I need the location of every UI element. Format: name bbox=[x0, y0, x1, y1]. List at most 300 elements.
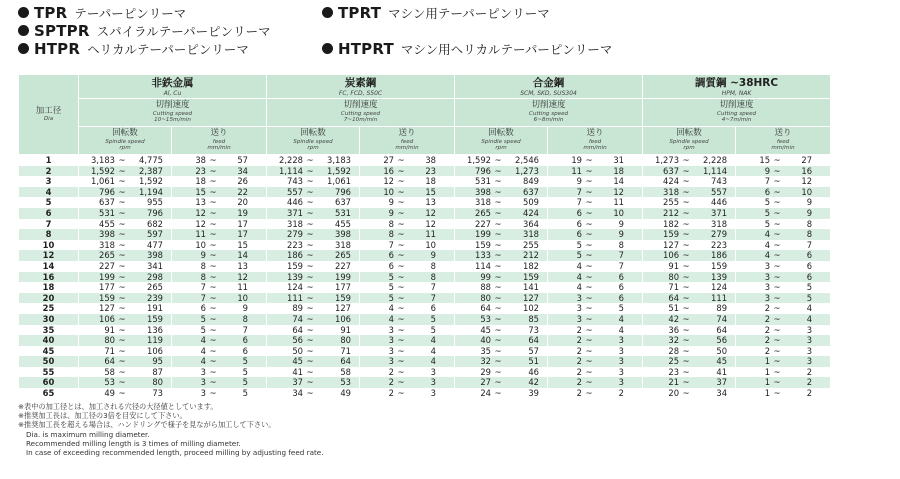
feed-max: 20 bbox=[237, 197, 248, 208]
feed-cell bbox=[736, 176, 831, 187]
spindle-min: 557 bbox=[287, 186, 303, 197]
legend-code: SPTPR bbox=[34, 22, 90, 40]
range-tilde: ~ bbox=[682, 388, 690, 399]
feed-cell bbox=[736, 367, 831, 378]
spindle-max: 50 bbox=[716, 345, 728, 356]
feed-min: 2 bbox=[576, 377, 583, 388]
feed-header: 送り feed mm/min bbox=[172, 127, 267, 155]
spindle-max: 57 bbox=[528, 345, 540, 356]
feed-min: 1 bbox=[764, 366, 771, 377]
table-row bbox=[19, 261, 831, 272]
range-tilde: ~ bbox=[585, 377, 593, 388]
bullet-icon bbox=[18, 7, 29, 18]
spindle-min: 398 bbox=[475, 186, 492, 197]
feed-cell bbox=[736, 325, 831, 336]
feed-min: 11 bbox=[195, 229, 206, 240]
feed-min: 4 bbox=[576, 271, 583, 282]
feed-min: 1 bbox=[764, 356, 771, 367]
feed-min: 4 bbox=[200, 356, 206, 367]
spindle-speed-cell bbox=[79, 261, 172, 272]
feed-min: 8 bbox=[200, 260, 206, 271]
dia-cell: 40 bbox=[19, 335, 79, 346]
range-tilde: ~ bbox=[773, 155, 781, 165]
range-tilde: ~ bbox=[773, 250, 781, 261]
spindle-speed-cell bbox=[455, 187, 548, 198]
range-tilde: ~ bbox=[306, 229, 314, 240]
feed-max: 7 bbox=[242, 324, 248, 335]
feed-max: 6 bbox=[806, 250, 813, 261]
dia-cell: 50 bbox=[19, 356, 79, 367]
range-tilde: ~ bbox=[397, 282, 405, 293]
range-tilde: ~ bbox=[494, 377, 502, 388]
range-tilde: ~ bbox=[773, 324, 781, 335]
feed-cell bbox=[172, 208, 267, 219]
spindle-speed-cell bbox=[267, 303, 360, 314]
feed-min: 5 bbox=[764, 218, 771, 229]
spindle-max: 531 bbox=[335, 207, 351, 218]
spindle-min: 24 bbox=[480, 388, 492, 399]
range-tilde: ~ bbox=[494, 271, 502, 282]
feed-min: 3 bbox=[576, 292, 583, 303]
spindle-min: 45 bbox=[292, 356, 303, 367]
feed-min: 5 bbox=[200, 313, 206, 324]
feed-min: 2 bbox=[576, 366, 583, 377]
feed-max: 15 bbox=[237, 239, 248, 250]
range-tilde: ~ bbox=[209, 197, 217, 208]
feed-cell bbox=[548, 367, 643, 378]
table-row bbox=[19, 208, 831, 219]
spindle-max: 80 bbox=[152, 377, 163, 388]
range-tilde: ~ bbox=[306, 165, 314, 176]
feed-cell bbox=[736, 293, 831, 304]
feed-max: 8 bbox=[430, 271, 436, 282]
spindle-speed-cell bbox=[643, 197, 736, 208]
range-tilde: ~ bbox=[585, 176, 593, 187]
range-tilde: ~ bbox=[209, 229, 217, 240]
spindle-min: 1,592 bbox=[91, 165, 115, 176]
feed-cell bbox=[548, 388, 643, 399]
range-tilde: ~ bbox=[397, 377, 405, 388]
spindle-max: 318 bbox=[711, 218, 728, 229]
spindle-min: 318 bbox=[99, 239, 115, 250]
range-tilde: ~ bbox=[118, 356, 126, 367]
spindle-max: 364 bbox=[523, 218, 540, 229]
feed-max: 3 bbox=[806, 335, 813, 346]
dia-cell: 60 bbox=[19, 377, 79, 388]
table-row bbox=[19, 325, 831, 336]
material-sub: HPM, NAK bbox=[721, 89, 752, 97]
feed-max: 9 bbox=[618, 218, 625, 229]
spindle-max: 743 bbox=[711, 176, 728, 187]
feed-min: 2 bbox=[388, 388, 394, 399]
spindle-max: 849 bbox=[523, 176, 540, 187]
dia-cell: 10 bbox=[19, 240, 79, 251]
spindle-max: 191 bbox=[147, 303, 163, 314]
feed-max: 12 bbox=[801, 176, 813, 187]
range-tilde: ~ bbox=[118, 218, 126, 229]
spindle-max: 51 bbox=[528, 356, 540, 367]
spindle-speed-cell bbox=[79, 377, 172, 388]
feed-cell bbox=[548, 377, 643, 388]
spindle-max: 597 bbox=[147, 229, 163, 240]
spindle-speed-cell bbox=[267, 219, 360, 230]
feed-max: 4 bbox=[618, 324, 625, 335]
spindle-speed-cell bbox=[455, 303, 548, 314]
spindle-min: 91 bbox=[104, 324, 115, 335]
feed-max: 14 bbox=[237, 250, 248, 261]
range-tilde: ~ bbox=[773, 197, 781, 208]
feed-max: 5 bbox=[618, 303, 625, 314]
legend-code: TPRT bbox=[338, 4, 382, 22]
feed-cell bbox=[360, 250, 455, 261]
feed-min: 6 bbox=[576, 207, 583, 218]
spindle-min: 32 bbox=[480, 356, 492, 367]
material-header-alloy-steel bbox=[455, 75, 643, 99]
feed-cell bbox=[548, 187, 643, 198]
feed-min: 4 bbox=[576, 282, 583, 293]
spindle-min: 279 bbox=[287, 229, 303, 240]
range-tilde: ~ bbox=[397, 155, 405, 165]
feed-max: 6 bbox=[618, 292, 625, 303]
spindle-min: 265 bbox=[475, 207, 492, 218]
legend-desc: マシン用テーパーピンリーマ bbox=[388, 6, 550, 21]
spindle-speed-cell bbox=[79, 367, 172, 378]
range-tilde: ~ bbox=[118, 260, 126, 271]
spindle-max: 199 bbox=[335, 271, 351, 282]
feed-cell bbox=[360, 388, 455, 399]
spindle-speed-cell bbox=[643, 219, 736, 230]
feed-max: 9 bbox=[806, 197, 813, 208]
legend-code: TPR bbox=[34, 4, 68, 22]
spindle-speed-cell bbox=[79, 282, 172, 293]
feed-max: 9 bbox=[618, 229, 625, 240]
spindle-speed-cell bbox=[79, 208, 172, 219]
feed-cell bbox=[360, 303, 455, 314]
feed-cell bbox=[548, 282, 643, 293]
range-tilde: ~ bbox=[397, 303, 405, 314]
spindle-speed-cell bbox=[455, 229, 548, 240]
range-tilde: ~ bbox=[397, 335, 405, 346]
feed-cell bbox=[548, 356, 643, 367]
range-tilde: ~ bbox=[118, 239, 126, 250]
range-tilde: ~ bbox=[494, 155, 502, 165]
feed-min: 10 bbox=[195, 239, 206, 250]
feed-max: 3 bbox=[806, 324, 813, 335]
feed-max: 5 bbox=[242, 388, 248, 399]
range-tilde: ~ bbox=[494, 345, 502, 356]
feed-max: 12 bbox=[425, 207, 436, 218]
range-tilde: ~ bbox=[306, 335, 314, 346]
spindle-max: 2,228 bbox=[703, 155, 728, 165]
feed-max: 10 bbox=[237, 292, 248, 303]
feed-cell bbox=[736, 314, 831, 325]
cutting-speed-header: 切削速度 Cutting speed 4~7m/min bbox=[643, 99, 831, 127]
range-tilde: ~ bbox=[585, 229, 593, 240]
table-row bbox=[19, 197, 831, 208]
spindle-max: 127 bbox=[523, 292, 540, 303]
table-row bbox=[19, 155, 831, 166]
range-tilde: ~ bbox=[682, 165, 690, 176]
table-row bbox=[19, 367, 831, 378]
spindle-min: 64 bbox=[480, 303, 492, 314]
spindle-min: 99 bbox=[480, 271, 492, 282]
feed-max: 5 bbox=[242, 356, 248, 367]
range-tilde: ~ bbox=[494, 260, 502, 271]
spindle-min: 133 bbox=[475, 250, 492, 261]
spindle-min: 50 bbox=[292, 345, 303, 356]
spindle-max: 42 bbox=[528, 377, 540, 388]
feed-min: 9 bbox=[388, 207, 394, 218]
feed-max: 9 bbox=[430, 250, 436, 261]
range-tilde: ~ bbox=[585, 282, 593, 293]
spindle-speed-cell bbox=[455, 282, 548, 293]
spindle-max: 446 bbox=[711, 197, 728, 208]
spindle-min: 74 bbox=[292, 313, 303, 324]
feed-min: 2 bbox=[576, 345, 583, 356]
spindle-min: 743 bbox=[287, 176, 303, 187]
spindle-min: 28 bbox=[668, 345, 680, 356]
range-tilde: ~ bbox=[397, 292, 405, 303]
spindle-min: 212 bbox=[663, 207, 680, 218]
table-row bbox=[19, 229, 831, 240]
table-row bbox=[19, 335, 831, 346]
range-tilde: ~ bbox=[118, 186, 126, 197]
spindle-max: 239 bbox=[147, 292, 163, 303]
dia-header-jp: 加工径 bbox=[35, 106, 62, 117]
feed-min: 2 bbox=[764, 324, 771, 335]
feed-max: 14 bbox=[613, 176, 625, 187]
spindle-min: 21 bbox=[668, 377, 680, 388]
range-tilde: ~ bbox=[585, 250, 593, 261]
spindle-max: 80 bbox=[340, 335, 351, 346]
feed-min: 12 bbox=[195, 207, 206, 218]
range-tilde: ~ bbox=[773, 303, 781, 314]
feed-cell bbox=[736, 346, 831, 357]
cutting-speed-header: 切削速度 Cutting speed 6~8m/min bbox=[455, 99, 643, 127]
feed-cell bbox=[548, 325, 643, 336]
range-tilde: ~ bbox=[118, 345, 126, 356]
spindle-min: 89 bbox=[292, 303, 303, 314]
feed-cell bbox=[172, 303, 267, 314]
feed-cell bbox=[172, 346, 267, 357]
legend-item-tprt bbox=[322, 4, 550, 22]
dia-cell: 2 bbox=[19, 166, 79, 177]
feed-min: 2 bbox=[388, 377, 394, 388]
spindle-max: 177 bbox=[335, 282, 351, 293]
feed-min: 5 bbox=[576, 250, 583, 261]
spindle-min: 318 bbox=[287, 218, 303, 229]
spindle-speed-cell bbox=[267, 187, 360, 198]
spindle-speed-cell bbox=[455, 346, 548, 357]
feed-min: 2 bbox=[388, 366, 394, 377]
range-tilde: ~ bbox=[585, 155, 593, 165]
spindle-speed-cell bbox=[643, 176, 736, 187]
legend-code: HTPR bbox=[34, 40, 81, 58]
range-tilde: ~ bbox=[773, 186, 781, 197]
feed-header: 送り feed mm/min bbox=[736, 127, 831, 155]
feed-cell bbox=[172, 314, 267, 325]
feed-min: 3 bbox=[388, 324, 394, 335]
feed-cell bbox=[360, 155, 455, 166]
feed-max: 11 bbox=[613, 197, 625, 208]
feed-min: 23 bbox=[195, 165, 206, 176]
range-tilde: ~ bbox=[306, 260, 314, 271]
table-row bbox=[19, 314, 831, 325]
feed-max: 6 bbox=[618, 282, 625, 293]
spindle-max: 371 bbox=[711, 207, 728, 218]
spindle-max: 455 bbox=[335, 218, 351, 229]
range-tilde: ~ bbox=[306, 282, 314, 293]
range-tilde: ~ bbox=[494, 239, 502, 250]
feed-max: 2 bbox=[618, 388, 625, 399]
spindle-speed-cell bbox=[267, 388, 360, 399]
feed-max: 22 bbox=[237, 186, 248, 197]
range-tilde: ~ bbox=[682, 292, 690, 303]
feed-max: 6 bbox=[806, 260, 813, 271]
range-tilde: ~ bbox=[682, 335, 690, 346]
spindle-min: 42 bbox=[668, 313, 680, 324]
feed-max: 4 bbox=[430, 345, 436, 356]
range-tilde: ~ bbox=[306, 303, 314, 314]
spindle-speed-cell bbox=[643, 229, 736, 240]
range-tilde: ~ bbox=[306, 218, 314, 229]
spindle-speed-cell bbox=[455, 240, 548, 251]
spindle-min: 80 bbox=[480, 292, 492, 303]
feed-cell bbox=[360, 272, 455, 283]
range-tilde: ~ bbox=[494, 250, 502, 261]
range-tilde: ~ bbox=[682, 207, 690, 218]
spindle-min: 3,183 bbox=[91, 155, 115, 165]
spindle-max: 1,592 bbox=[327, 165, 351, 176]
spindle-min: 51 bbox=[668, 303, 680, 314]
feed-min: 9 bbox=[200, 250, 206, 261]
feed-cell bbox=[736, 335, 831, 346]
feed-max: 3 bbox=[430, 388, 436, 399]
range-tilde: ~ bbox=[118, 165, 126, 176]
spindle-speed-cell bbox=[455, 166, 548, 177]
table-row bbox=[19, 166, 831, 177]
table-row bbox=[19, 388, 831, 399]
spindle-max: 637 bbox=[523, 186, 540, 197]
spindle-min: 446 bbox=[287, 197, 303, 208]
feed-min: 7 bbox=[764, 176, 771, 187]
spindle-speed-cell bbox=[643, 261, 736, 272]
feed-cell bbox=[736, 356, 831, 367]
feed-cell bbox=[548, 293, 643, 304]
feed-cell bbox=[172, 261, 267, 272]
dia-header bbox=[19, 75, 79, 155]
feed-min: 3 bbox=[764, 271, 771, 282]
bullet-icon bbox=[322, 43, 333, 54]
range-tilde: ~ bbox=[773, 377, 781, 388]
spindle-min: 139 bbox=[287, 271, 303, 282]
spindle-speed-cell bbox=[643, 250, 736, 261]
feed-cell bbox=[172, 293, 267, 304]
feed-cell bbox=[548, 272, 643, 283]
feed-cell bbox=[172, 197, 267, 208]
feed-cell bbox=[360, 335, 455, 346]
material-sub: SCM, SKD, SUS304 bbox=[520, 89, 577, 97]
cutting-speed-value: 10~15m/min bbox=[154, 117, 191, 124]
feed-min: 3 bbox=[764, 260, 771, 271]
range-tilde: ~ bbox=[209, 176, 217, 187]
table-row bbox=[19, 282, 831, 293]
spindle-min: 1,114 bbox=[279, 165, 303, 176]
feed-cell bbox=[172, 388, 267, 399]
spindle-min: 53 bbox=[104, 377, 115, 388]
feed-min: 4 bbox=[576, 260, 583, 271]
range-tilde: ~ bbox=[773, 282, 781, 293]
spindle-min: 58 bbox=[104, 366, 115, 377]
material-name: 合金鋼 bbox=[532, 76, 565, 89]
spindle-speed-cell bbox=[79, 166, 172, 177]
spindle-speed-cell bbox=[267, 155, 360, 166]
material-name: 炭素鋼 bbox=[344, 76, 377, 89]
feed-max: 5 bbox=[242, 377, 248, 388]
range-tilde: ~ bbox=[209, 377, 217, 388]
spindle-min: 91 bbox=[668, 260, 680, 271]
range-tilde: ~ bbox=[773, 345, 781, 356]
spindle-speed-cell bbox=[455, 388, 548, 399]
feed-max: 10 bbox=[613, 207, 625, 218]
feed-cell bbox=[736, 208, 831, 219]
spindle-max: 223 bbox=[711, 239, 728, 250]
spindle-speed-cell bbox=[267, 282, 360, 293]
feed-max: 3 bbox=[806, 345, 813, 356]
spindle-speed-cell bbox=[267, 356, 360, 367]
dia-cell: 65 bbox=[19, 388, 79, 399]
feed-cell bbox=[360, 367, 455, 378]
subheader-row bbox=[19, 127, 831, 155]
feed-cell bbox=[736, 155, 831, 166]
spindle-max: 136 bbox=[147, 324, 163, 335]
feed-cell bbox=[360, 261, 455, 272]
spindle-min: 53 bbox=[480, 313, 492, 324]
range-tilde: ~ bbox=[682, 282, 690, 293]
range-tilde: ~ bbox=[585, 218, 593, 229]
range-tilde: ~ bbox=[773, 292, 781, 303]
spindle-max: 159 bbox=[711, 260, 728, 271]
spindle-max: 227 bbox=[335, 260, 351, 271]
feed-cell bbox=[360, 377, 455, 388]
spindle-max: 796 bbox=[147, 207, 163, 218]
range-tilde: ~ bbox=[682, 324, 690, 335]
feed-cell bbox=[736, 229, 831, 240]
feed-max: 3 bbox=[618, 377, 625, 388]
feed-min: 5 bbox=[200, 324, 206, 335]
footnote-line: In case of exceeding recommended length, proceed milling by adjusting feed rate. bbox=[26, 448, 324, 458]
feed-min: 2 bbox=[764, 335, 771, 346]
feed-max: 5 bbox=[430, 324, 436, 335]
range-tilde: ~ bbox=[773, 176, 781, 187]
footnote-line: ※推奨加工長は、加工径の3倍を目安にして下さい。 bbox=[18, 411, 187, 421]
feed-min: 5 bbox=[388, 271, 394, 282]
table-body bbox=[19, 155, 831, 399]
range-tilde: ~ bbox=[306, 207, 314, 218]
spindle-min: 255 bbox=[663, 197, 680, 208]
range-tilde: ~ bbox=[494, 366, 502, 377]
spindle-speed-cell bbox=[643, 282, 736, 293]
feed-min: 8 bbox=[200, 271, 206, 282]
spindle-max: 141 bbox=[523, 282, 540, 293]
spindle-max: 111 bbox=[711, 292, 728, 303]
feed-min: 5 bbox=[388, 292, 394, 303]
feed-cell bbox=[360, 166, 455, 177]
range-tilde: ~ bbox=[397, 345, 405, 356]
spindle-min: 223 bbox=[287, 239, 303, 250]
spindle-max: 106 bbox=[335, 313, 351, 324]
spindle-max: 477 bbox=[147, 239, 163, 250]
